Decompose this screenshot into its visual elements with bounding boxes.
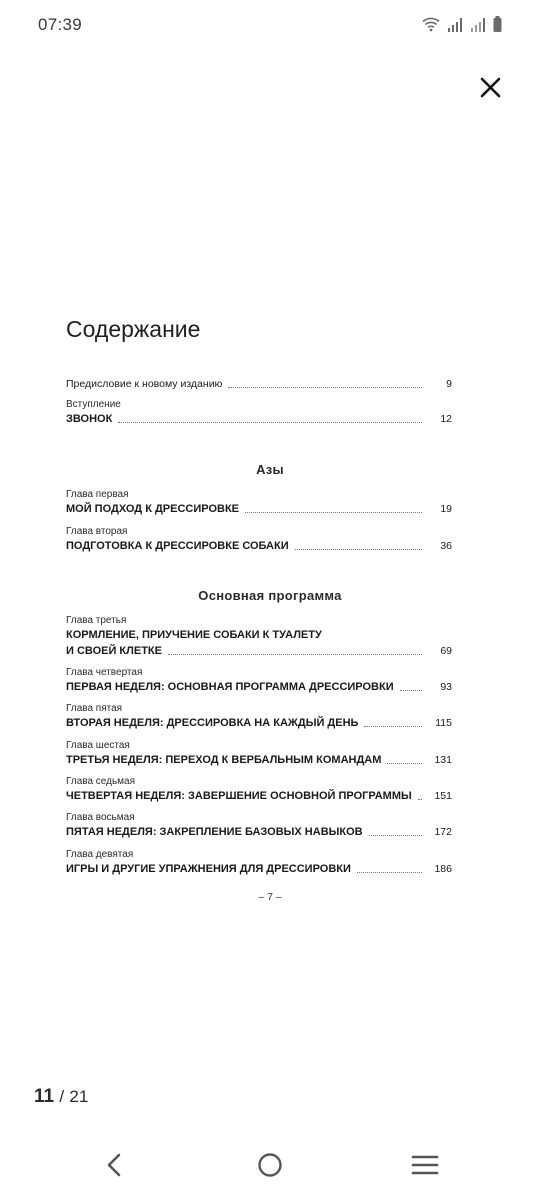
chapter-label: Глава пятая xyxy=(66,703,123,714)
signal-icon xyxy=(447,18,463,32)
document-page-number: – 7 – xyxy=(258,891,282,903)
back-icon xyxy=(96,1150,132,1180)
page-separator: / xyxy=(59,1087,65,1106)
chapter-label: Глава первая xyxy=(66,489,129,500)
toc-entry-title: ИГРЫ И ДРУГИЕ УПРАЖНЕНИЯ ДЛЯ ДРЕССИРОВКИ xyxy=(66,863,351,875)
toc-entry-page: 131 xyxy=(434,754,452,766)
toc-entry-title: МОЙ ПОДХОД К ДРЕССИРОВКЕ xyxy=(66,503,240,515)
toc-entry-page: 93 xyxy=(440,681,452,693)
toc-entry-chapter-8[interactable] xyxy=(66,812,452,840)
toc-entry-title: ЗВОНОК xyxy=(66,413,113,425)
chapter-label: Вступление xyxy=(66,399,121,410)
chapter-label: Глава девятая xyxy=(66,849,134,860)
toc-entry-title: ЧЕТВЕРТАЯ НЕДЕЛЯ: ЗАВЕРШЕНИЕ ОСНОВНОЙ ПРОГРАММЫ xyxy=(66,790,412,802)
toc-entry-title: И СВОЕЙ КЛЕТКЕ xyxy=(66,645,162,657)
toc-entry-page: 69 xyxy=(440,645,452,657)
wifi-icon xyxy=(422,16,440,32)
toc-entry-chapter-9[interactable] xyxy=(66,849,452,877)
chapter-label: Глава четвертая xyxy=(66,667,143,678)
page-counter xyxy=(34,1086,88,1108)
total-pages: 21 xyxy=(69,1087,89,1106)
toc-entry-title: ПОДГОТОВКА К ДРЕССИРОВКЕ СОБАКИ xyxy=(66,540,289,552)
chapter-label: Глава третья xyxy=(66,615,127,626)
navigation-bar xyxy=(0,1140,540,1194)
toc-entry-title: ТРЕТЬЯ НЕДЕЛЯ: ПЕРЕХОД К ВЕРБАЛЬНЫМ КОМАНДАМ xyxy=(66,754,382,766)
close-icon xyxy=(474,72,506,104)
toc-entry-chapter-6[interactable] xyxy=(66,740,452,768)
home-icon xyxy=(252,1150,288,1180)
toc-entry-page: 36 xyxy=(440,540,452,552)
toc-entry-chapter-2[interactable] xyxy=(66,526,452,554)
status-icons xyxy=(422,16,502,32)
toc-entry-chapter-4[interactable] xyxy=(66,667,452,695)
chapter-label: Глава восьмая xyxy=(66,812,135,823)
toc-entry-title: ПЕРВАЯ НЕДЕЛЯ: ОСНОВНАЯ ПРОГРАММА ДРЕССИРОВКИ xyxy=(66,681,394,693)
toc-entry-page: 186 xyxy=(434,863,452,875)
status-time: 07:39 xyxy=(38,15,83,34)
home-button[interactable] xyxy=(252,1150,288,1180)
toc-entry-chapter-7[interactable] xyxy=(66,776,452,804)
back-button[interactable] xyxy=(96,1150,132,1180)
toc-entry-title: Предисловие к новому изданию xyxy=(66,378,223,390)
toc-entry-page: 151 xyxy=(434,790,452,802)
toc-entry-page: 115 xyxy=(435,717,452,729)
toc-entry-page: 12 xyxy=(440,413,452,425)
section-heading: Азы xyxy=(256,462,284,477)
toc-entry-title: ПЯТАЯ НЕДЕЛЯ: ЗАКРЕПЛЕНИЕ БАЗОВЫХ НАВЫКОВ xyxy=(66,826,363,838)
toc-entry-page: 9 xyxy=(446,378,452,390)
toc-entry-introduction[interactable] xyxy=(66,399,452,427)
signal-icon xyxy=(470,18,486,32)
toc-entry-chapter-5[interactable] xyxy=(66,703,452,731)
chapter-label: Глава вторая xyxy=(66,526,128,537)
menu-icon xyxy=(407,1150,443,1180)
recent-apps-button[interactable] xyxy=(407,1150,443,1180)
toc-entry-chapter-1[interactable] xyxy=(66,489,452,517)
toc-entry-page: 19 xyxy=(440,503,452,515)
toc-entry-title: ВТОРАЯ НЕДЕЛЯ: ДРЕССИРОВКА НА КАЖДЫЙ ДЕНЬ xyxy=(66,717,359,729)
toc-entry-preface[interactable] xyxy=(66,376,452,392)
chapter-label: Глава седьмая xyxy=(66,776,136,787)
toc-entry-title-line1: КОРМЛЕНИЕ, ПРИУЧЕНИЕ СОБАКИ К ТУАЛЕТУ xyxy=(66,629,322,641)
close-button[interactable] xyxy=(474,72,506,104)
section-heading: Основная программа xyxy=(198,588,342,603)
battery-icon xyxy=(493,16,502,32)
toc-title: Содержание xyxy=(66,316,201,342)
status-bar xyxy=(0,0,540,52)
chapter-label: Глава шестая xyxy=(66,740,130,751)
current-page: 11 xyxy=(34,1086,55,1107)
toc-entry-page: 172 xyxy=(434,826,452,838)
toc-entry-chapter-3[interactable] xyxy=(66,615,452,659)
